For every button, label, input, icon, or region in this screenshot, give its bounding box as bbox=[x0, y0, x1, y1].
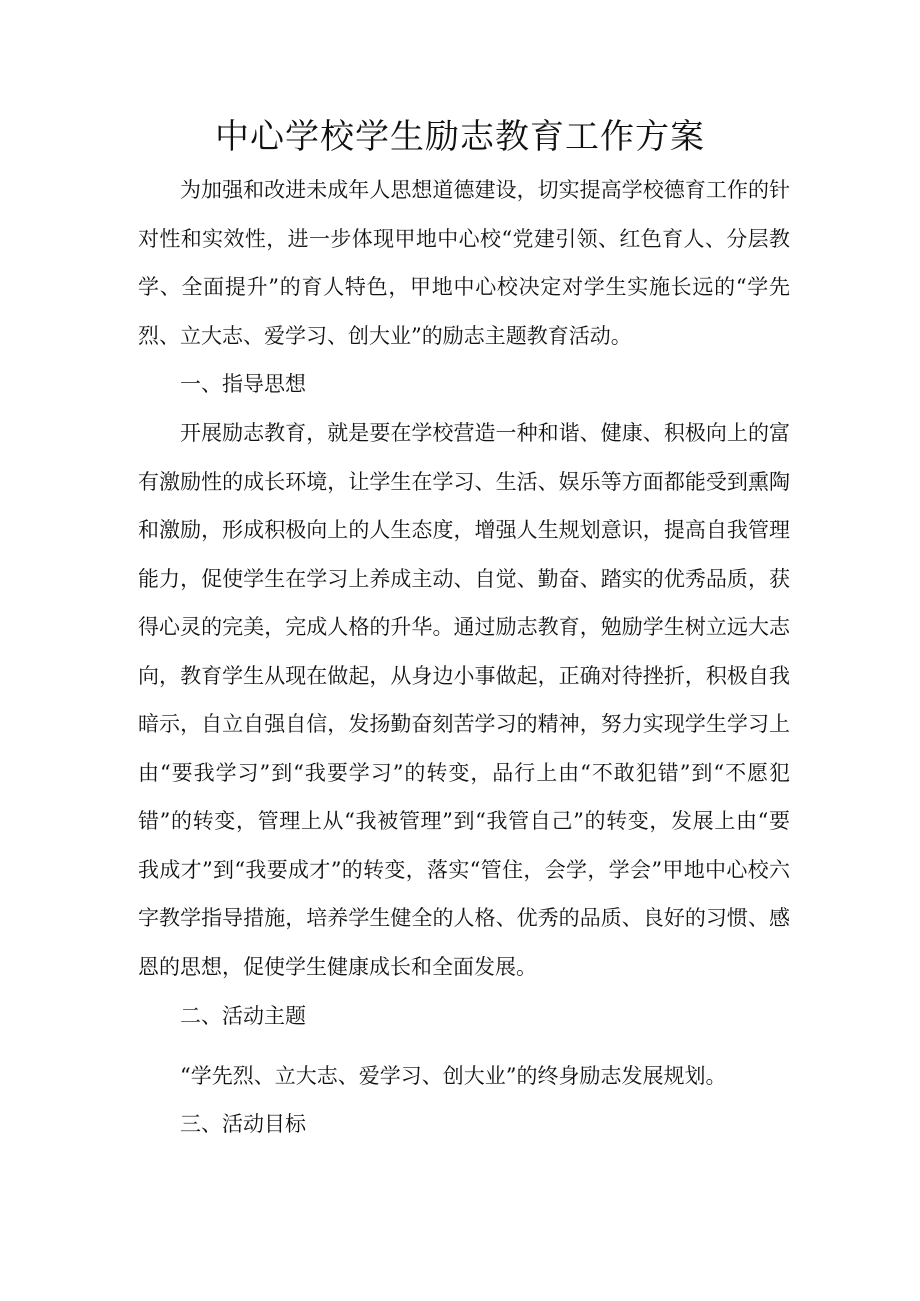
section-heading-activity-goals: 三、活动目标 bbox=[180, 1112, 306, 1136]
intro-paragraph: 为加强和改进未成年人思想道德建设，切实提高学校德育工作的针对性和实效性，进一步体现甲地中心校“党建引领、红色育人、分层教学、全面提升”的育人特色，甲地中心校决定对学生实施长远的“学先烈、立大志、爱学习、创大业”的励志主题教育活动。 bbox=[138, 178, 790, 348]
document-title: 中心学校学生励志教育工作方案 bbox=[215, 117, 705, 157]
section-heading-guiding-ideology: 一、指导思想 bbox=[180, 372, 306, 396]
section-heading-activity-theme: 二、活动主题 bbox=[180, 1004, 306, 1028]
guiding-ideology-paragraph: 开展励志教育，就是要在学校营造一种和谐、健康、积极向上的富有激励性的成长环境，让学生在学习、生活、娱乐等方面都能受到熏陶和激励，形成积极向上的人生态度，增强人生规划意识，提高自我管理能力，促使学生在学习上养成主动、自觉、勤奋、踏实的优秀品质，获得心灵的完美，完成人格的升华。通过励志教育，勉励学生树立远大志向，教育学生从现在做起，从身边小事做起，正确对待挫折，积极自我暗示，自立自强自信，发扬勤奋刻苦学习的精神，努力实现学生学习上由“要我学习”到“我要学习”的转变，品行上由“不敢犯错”到“不愿犯错”的转变，管理上从“我被管理”到“我管自己”的转变，发展上由“要我成才”到“我要成才”的转变，落实“管住，会学，学会”甲地中心校六字教学指导措施，培养学生健全的人格、优秀的品质、良好的习惯、感恩的思想，促使学生健康成长和全面发展。 bbox=[138, 421, 790, 979]
activity-theme-text: “学先烈、立大志、爱学习、创大业”的终身励志发展规划。 bbox=[180, 1064, 727, 1088]
